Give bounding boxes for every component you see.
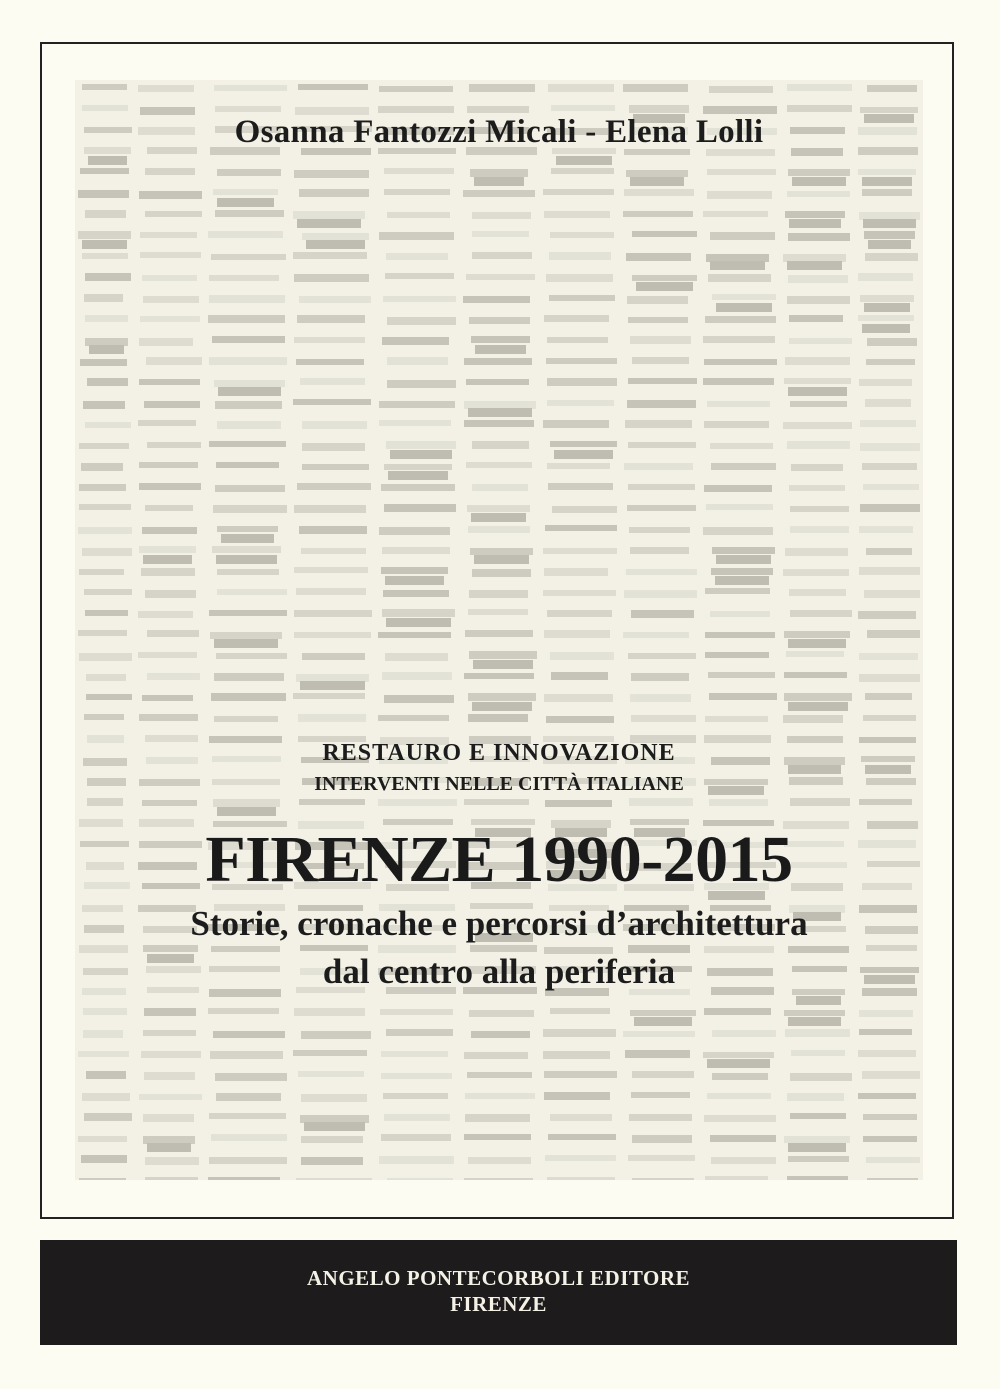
subtitle-line-1: Storie, cronache e percorsi d’architettura	[190, 904, 808, 943]
subtitle	[75, 900, 923, 996]
series-subtitle: INTERVENTI NELLE CITTÀ ITALIANE	[314, 773, 684, 795]
facade-photo	[75, 80, 923, 1180]
main-title: FIRENZE 1990-2015	[205, 823, 793, 896]
facade-veil	[75, 80, 923, 1180]
publisher-name: ANGELO PONTECORBOLI EDITORE	[306, 1266, 691, 1290]
publisher-band	[40, 1240, 957, 1345]
series-title: RESTAURO E INNOVAZIONE	[322, 740, 676, 766]
publisher-city: FIRENZE	[450, 1292, 547, 1316]
subtitle-line-2: dal centro alla periferia	[322, 952, 676, 991]
authors: Osanna Fantozzi Micali - Elena Lolli	[234, 114, 764, 150]
